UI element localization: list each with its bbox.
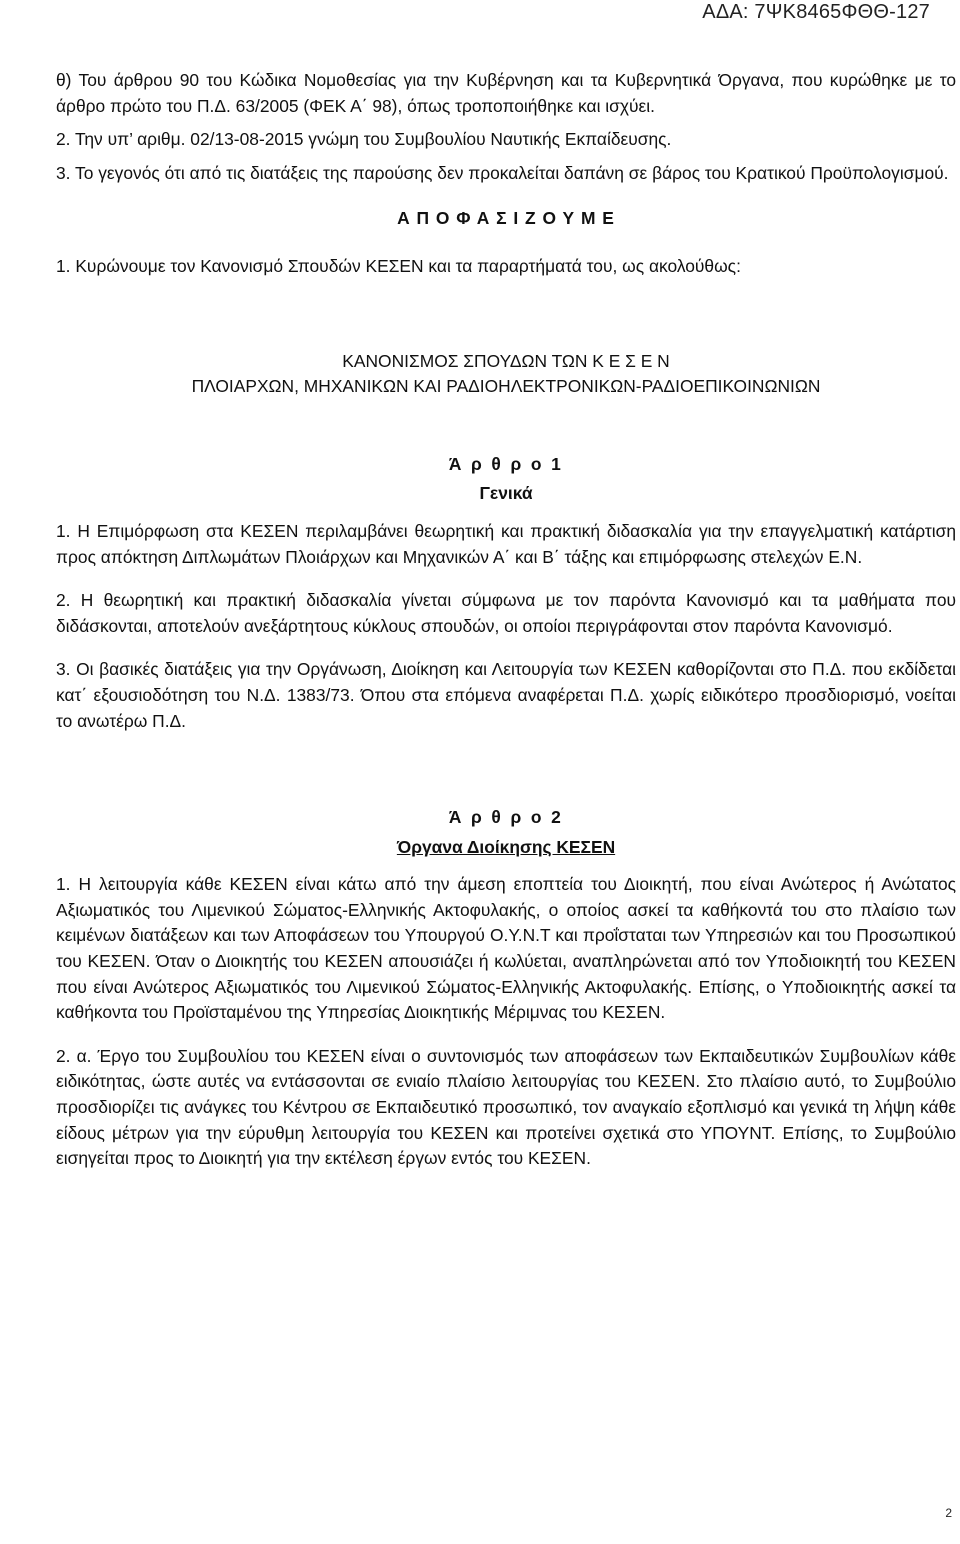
preamble-item-3: 3. Το γεγονός ότι από τις διατάξεις της παρούσης δεν προκαλείται δαπάνη σε βάρος του Κρατικού Προϋπολογισμού. xyxy=(56,162,949,183)
article1-subtitle: Γενικά xyxy=(479,483,533,504)
preamble-item-theta: θ) Του άρθρου 90 του Κώδικα Νομοθεσίας για την Κυβέρνηση και τα Κυβερνητικά Όργανα, που κυρώθηκε με το άρθρο πρώτο του Π.Δ. 63/2005 (ΦΕΚ Α΄ 98), όπως τροποποιήθηκε και ισχύει. xyxy=(56,70,956,116)
article1-heading: Ά ρ θ ρ ο 1 xyxy=(448,453,564,474)
regulation-title-line2: ΠΛΟΙΑΡΧΩΝ, ΜΗΧΑΝΙΚΩΝ ΚΑΙ ΡΑΔΙΟΗΛΕΚΤΡΟΝΙΚΩΝ-ΡΑΔΙΟΕΠΙΚΟΙΝΩΝΙΩΝ xyxy=(191,376,821,397)
article2-subtitle: Όργανα Διοίκησης ΚΕΣΕΝ xyxy=(396,836,616,857)
preamble-item-2: 2. Την υπ’ αριθμ. 02/13-08-2015 γνώμη του Συμβουλίου Ναυτικής Εκπαίδευσης. xyxy=(56,129,672,150)
article1-paragraph-1: 1. Η Επιμόρφωση στα ΚΕΣΕΝ περιλαμβάνει θεωρητική και πρακτική διδασκαλία για την επαγγελματική κατάρτιση προς απόκτηση Διπλωμάτων Πλοιάρχων και Μηχανικών Α΄ και Β΄ τάξης και επιμόρφωσης στελεχών Ε.Ν. xyxy=(56,520,956,567)
article2-heading: Ά ρ θ ρ ο 2 xyxy=(448,807,564,828)
decision-heading: Α Π Ο Φ Α Σ Ι Ζ Ο Υ Μ Ε xyxy=(397,208,615,229)
regulation-title-line1: ΚΑΝΟΝΙΣΜΟΣ ΣΠΟΥΔΩΝ ΤΩΝ Κ Ε Σ Ε Ν xyxy=(342,350,670,371)
page-number: 2 xyxy=(945,1506,952,1520)
article1-paragraph-3: 3. Οι βασικές διατάξεις για την Οργάνωση, Διοίκηση και Λειτουργία των ΚΕΣΕΝ καθορίζονται στο Π.Δ. που εκδίδεται κατ΄ εξουσιοδότηση του Ν.Δ. 1383/73. Όπου στα επόμενα αναφέρεται Π.Δ. χωρίς ειδικότερο προσδιορισμό, νοείται το ανωτέρω Π.Δ. xyxy=(56,659,956,731)
article2-paragraph-1: 1. Η λειτουργία κάθε ΚΕΣΕΝ είναι κάτω από την άμεση εποπτεία του Διοικητή, που είναι Ανώτερος ή Ανώτατος Αξιωματικός του Λιμενικού Σώματος-Ελληνικής Ακτοφυλακής, ο οποίος ασκεί τα καθήκοντά του στο πλαίσιο των κειμένων διατάξεων και των Αποφάσεων του Υπουργού Ο.Υ.Ν.Τ και προΐσταται των Υπηρεσιών και του Προσωπικού του ΚΕΣΕΝ. Όταν ο Διοικητής του ΚΕΣΕΝ απουσιάζει ή κωλύεται, αναπληρώνεται από τον Υποδιοικητή του ΚΕΣΕΝ που είναι Ανώτερος Αξιωματικός του Λιμενικού Σώματος-Ελληνικής Ακτοφυλακής. Επίσης, ο Υποδιοικητής ασκεί τα καθήκοντα του Προϊσταμένου της Υπηρεσίας Διοικητικής Μέριμνας του ΚΕΣΕΝ. xyxy=(56,874,956,1023)
article2-paragraph-2: 2. α. Έργο του Συμβουλίου του ΚΕΣΕΝ είναι ο συντονισμός των αποφάσεων των Εκπαιδευτικών Συμβουλίων κάθε ειδικότητας, ώστε αυτές να εντάσσονται σε ενιαίο πλαίσιο λειτουργίας του ΚΕΣΕΝ. Στο πλαίσιο αυτό, το Συμβούλιο προσδιορίζει τις ανάγκες του Κέντρου σε Εκπαιδευτικό προσωπικό, τον αναγκαίο εξοπλισμό και γενικά τη λήψη κάθε είδους μέτρων για την εύρυθμη λειτουργία του ΚΕΣΕΝ και προτείνει σχετικά στο ΥΠΟΥΝΤ. Επίσης, το Συμβούλιο εισηγείται προς το Διοικητή για την εκτέλεση έργων εντός του ΚΕΣΕΝ. xyxy=(56,1045,956,1169)
article1-paragraph-2: 2. Η θεωρητική και πρακτική διδασκαλία γίνεται σύμφωνα με τον παρόντα Κανονισμό και τα μαθήματα που διδάσκονται, αποτελούν ανεξάρτητους κύκλους σπουδών, οι οποίοι περιγράφονται στον παρόντα Κανονισμό. xyxy=(56,590,956,636)
ada-code: ΑΔΑ: 7ΨΚ8465ΦΘΘ-127 xyxy=(702,1,930,23)
decision-item-1: 1. Κυρώνουμε τον Κανονισμό Σπουδών ΚΕΣΕΝ και τα παραρτήματά του, ως ακολούθως: xyxy=(56,255,741,276)
document-body xyxy=(56,68,956,1172)
